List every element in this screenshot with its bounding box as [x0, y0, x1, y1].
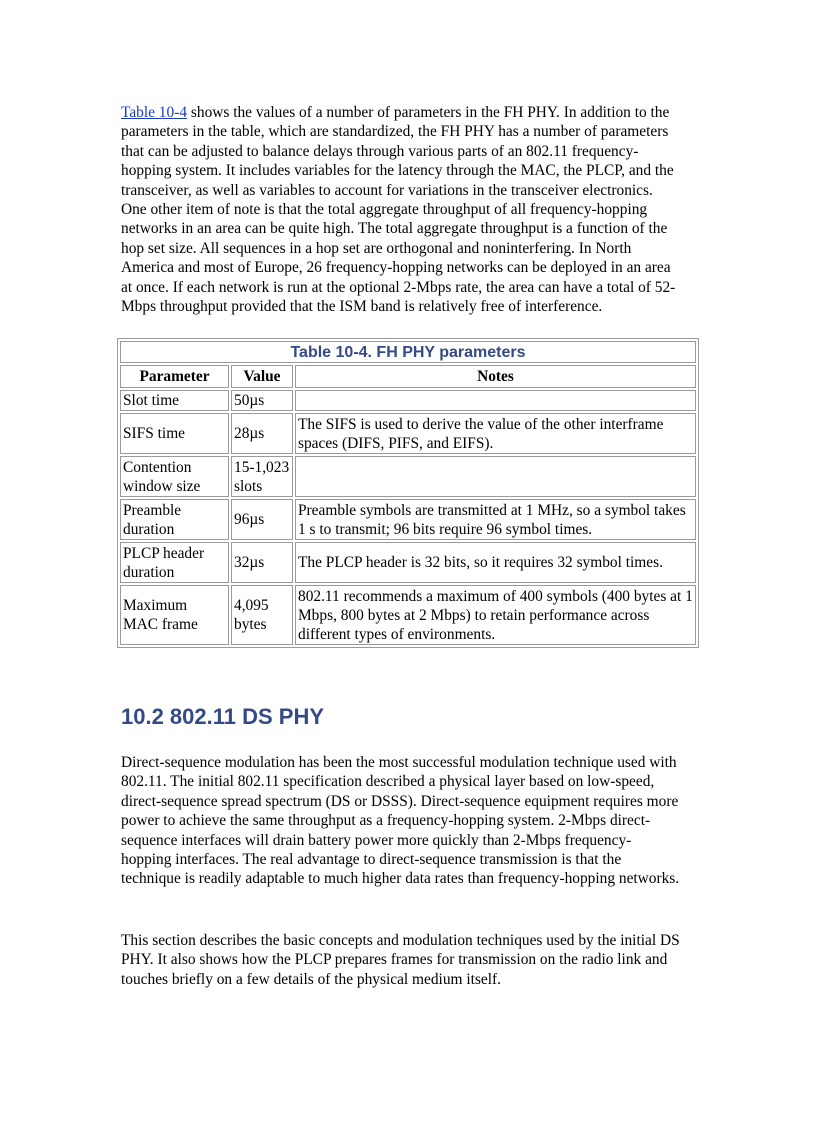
- value-cell: 15-1,023 slots: [231, 456, 293, 497]
- intro-text: shows the values of a number of parameters in the FH PHY. In addition to the parameters in the table, which are standardized, the FH PHY has a number of parameters that can be adjusted to balance delays through various parts of an 802.11 frequency-hopping system. It includes variables for the latency through the MAC, the PLCP, and the transceiver, as well as variables to account for variations in the transceiver electronics. One other item of note is that the total aggregate throughput of all frequency-hopping networks in an area can be quite high. The total aggregate throughput is a function of the hop set size. All sequences in a hop set are orthogonal and noninterfering. In North America and most of Europe, 26 frequency-hopping networks can be deployed in an area at once. If each network is run at the optional 2-Mbps rate, the area can have a total of 52-Mbps throughput provided that the ISM band is relatively free of interference.: [121, 104, 676, 316]
- notes-cell: The PLCP header is 32 bits, so it requires 32 symbol times.: [295, 542, 696, 583]
- value-cell: 28µs: [231, 413, 293, 454]
- intro-paragraph: [121, 103, 681, 316]
- notes-cell: [295, 390, 696, 411]
- table-row: [120, 542, 696, 583]
- table-row: [120, 413, 696, 454]
- table-caption: Table 10-4. FH PHY parameters: [120, 341, 696, 363]
- table-10-4-link[interactable]: Table 10-4: [121, 104, 188, 121]
- value-cell: 96µs: [231, 499, 293, 540]
- notes-cell: The SIFS is used to derive the value of the other interframe spaces (DIFS, PIFS, and EIFS).: [295, 413, 696, 454]
- table-row: [120, 585, 696, 645]
- notes-cell: [295, 456, 696, 497]
- column-header-parameter: Parameter: [120, 365, 229, 388]
- notes-cell: 802.11 recommends a maximum of 400 symbols (400 bytes at 1 Mbps, 800 bytes at 2 Mbps) to retain performance across different types of environments.: [295, 585, 696, 645]
- notes-cell: Preamble symbols are transmitted at 1 MHz, so a symbol takes 1 s to transmit; 96 bits require 96 symbol times.: [295, 499, 696, 540]
- ds-phy-paragraph-2: This section describes the basic concepts and modulation techniques used by the initial DS PHY. It also shows how the PLCP prepares frames for transmission on the radio link and touches briefly on a few details of the physical medium itself.: [121, 932, 680, 988]
- fh-phy-parameters-table: [117, 338, 699, 648]
- parameter-cell: Preamble duration: [120, 499, 229, 540]
- section-heading: 10.2 802.11 DS PHY: [121, 704, 325, 729]
- parameter-cell: SIFS time: [120, 413, 229, 454]
- value-cell: 32µs: [231, 542, 293, 583]
- value-cell: 50µs: [231, 390, 293, 411]
- value-cell: 4,095 bytes: [231, 585, 293, 645]
- parameter-cell: Slot time: [120, 390, 229, 411]
- parameter-cell: Contention window size: [120, 456, 229, 497]
- table-row: [120, 456, 696, 497]
- parameter-cell: PLCP header duration: [120, 542, 229, 583]
- table-row: [120, 390, 696, 411]
- column-header-notes: Notes: [295, 365, 696, 388]
- parameter-cell: Maximum MAC frame: [120, 585, 229, 645]
- column-header-value: Value: [231, 365, 293, 388]
- ds-phy-paragraph-1: Direct-sequence modulation has been the most successful modulation technique used with 802.11. The initial 802.11 specification described a physical layer based on low-speed, direct-sequence spread spectrum (DS or DSSS). Direct-sequence equipment requires more power to achieve the same throughput as a frequency-hopping system. 2-Mbps direct-sequence interfaces will drain battery power more quickly than 2-Mbps frequency-hopping interfaces. The real advantage to direct-sequence transmission is that the technique is readily adaptable to much higher data rates than frequency-hopping networks.: [121, 754, 680, 888]
- table-row: [120, 499, 696, 540]
